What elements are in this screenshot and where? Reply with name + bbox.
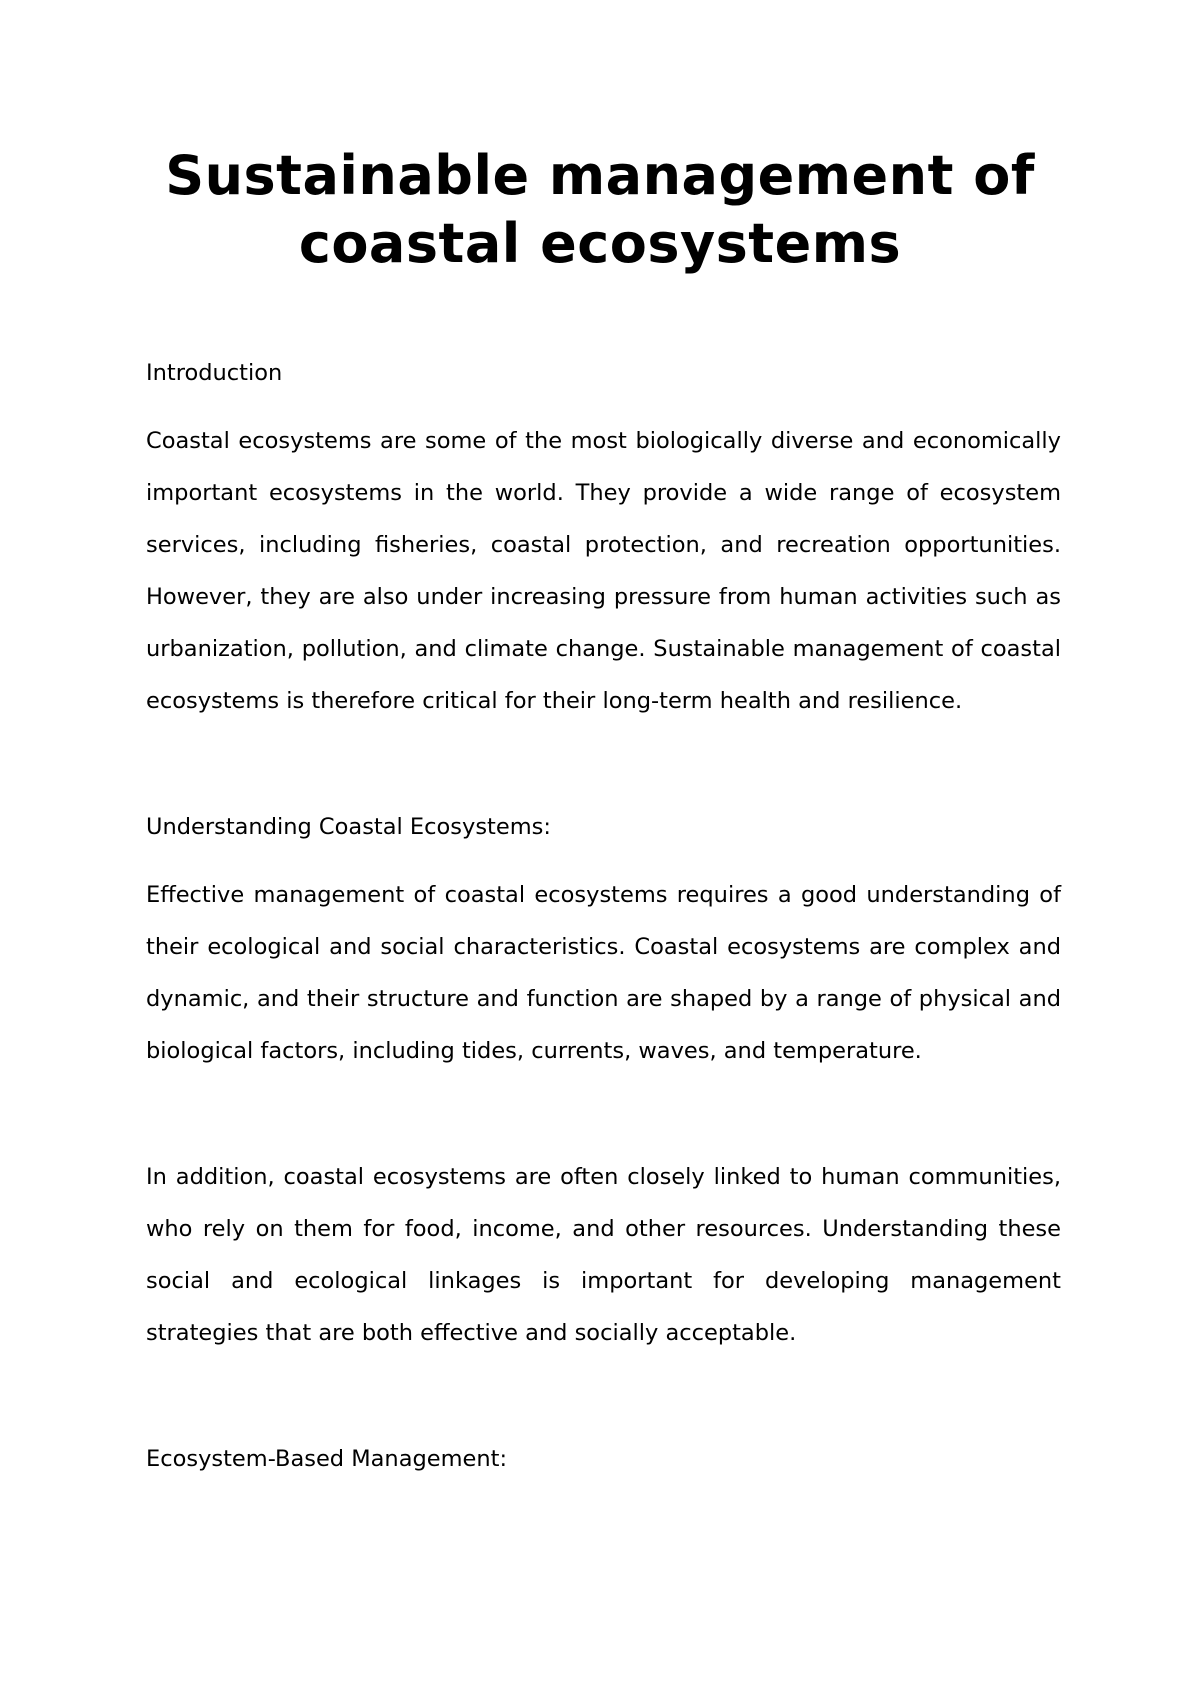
paragraph-spacer [146,1077,1061,1129]
paragraph-spacer [146,1359,1061,1411]
paragraph-understanding-2: In addition, coastal ecosystems are often closely linked to human communities, who rely on them for food, income, and other resources. Understanding these social and ecological linkages is important for developing management strategies that are both effective and socially acceptable. [146,1164,1061,1346]
document-title: Sustainable management of coastal ecosystems [165,144,1035,275]
paragraph-spacer [146,727,1061,779]
document-body [146,347,1061,1485]
paragraph-understanding-1: Effective management of coastal ecosystems requires a good understanding of their ecological and social characteristics. Coastal ecosystems are complex and dynamic, and their structure and function are shaped by a range of physical and biological factors, including tides, currents, waves, and temperature. [146,882,1061,1064]
section-heading-ecosystem-based-management: Ecosystem-Based Management: [146,1446,508,1472]
paragraph-introduction: Coastal ecosystems are some of the most biologically diverse and economically important ecosystems in the world. They provide a wide range of ecosystem services, including fisheries, coastal protection, and recreation opportunities. However, they are also under increasing pressure from human activities such as urbanization, pollution, and climate change. Sustainable management of coastal ecosystems is therefore critical for their long-term health and resilience. [146,428,1061,714]
section-heading-introduction: Introduction [146,360,283,386]
section-heading-understanding: Understanding Coastal Ecosystems: [146,814,551,840]
